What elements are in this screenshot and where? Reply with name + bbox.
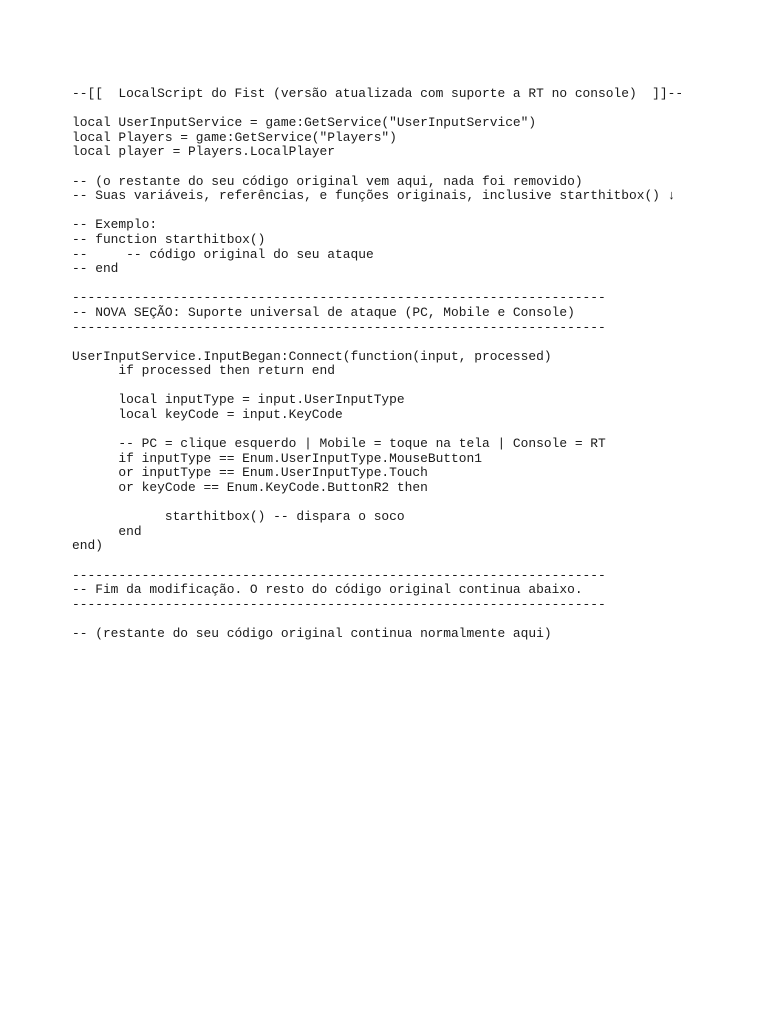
code-line: -- Fim da modificação. O resto do código original continua abaixo. (72, 582, 583, 598)
code-line (72, 204, 683, 219)
code-line (72, 160, 683, 175)
code-line: --------------------------------------------------------------------- (72, 596, 606, 612)
code-line: -- end (72, 261, 119, 277)
code-line: local UserInputService = game:GetService("UserInputService") (72, 115, 537, 131)
code-line: --------------------------------------------------------------------- (72, 319, 606, 335)
code-line: local keyCode = input.KeyCode (72, 407, 343, 423)
code-line (72, 423, 683, 438)
code-line: --------------------------------------------------------------------- (72, 290, 606, 306)
code-line: -- (o restante do seu código original vem aqui, nada foi removido) (72, 173, 583, 189)
code-line (72, 335, 683, 350)
code-line: -- Suas variáveis, referências, e funções originais, inclusive starthitbox() ↓ (72, 188, 676, 204)
code-block (72, 87, 683, 642)
code-line: -- Exemplo: (72, 217, 158, 233)
code-line (72, 102, 683, 117)
code-line: -- (restante do seu código original continua normalmente aqui) (72, 625, 552, 641)
code-line: if inputType == Enum.UserInputType.MouseButton1 (72, 450, 482, 466)
code-line: -- function starthitbox() (72, 231, 266, 247)
code-line (72, 496, 683, 511)
code-line (72, 277, 683, 292)
code-line: -- -- código original do seu ataque (72, 246, 374, 262)
code-line: or keyCode == Enum.KeyCode.ButtonR2 then (72, 480, 428, 496)
code-line (72, 612, 683, 627)
code-line: local Players = game:GetService("Players") (72, 129, 397, 145)
code-line: --------------------------------------------------------------------- (72, 567, 606, 583)
code-line: end (72, 523, 142, 539)
code-line: end) (72, 538, 103, 554)
code-line: if processed then return end (72, 363, 336, 379)
code-line: starthitbox() -- dispara o soco (72, 509, 405, 525)
code-line: local inputType = input.UserInputType (72, 392, 405, 408)
code-line: -- PC = clique esquerdo | Mobile = toque na tela | Console = RT (72, 436, 606, 452)
code-line: -- NOVA SEÇÃO: Suporte universal de ataque (PC, Mobile e Console) (72, 304, 575, 320)
code-line: --[[ LocalScript do Fist (versão atualizada com suporte a RT no console) ]]-- (72, 86, 684, 101)
code-line: or inputType == Enum.UserInputType.Touch (72, 465, 428, 481)
code-line: UserInputService.InputBegan:Connect(function(input, processed) (72, 348, 552, 364)
code-line: local player = Players.LocalPlayer (72, 144, 336, 160)
code-line (72, 554, 683, 569)
code-line (72, 379, 683, 394)
